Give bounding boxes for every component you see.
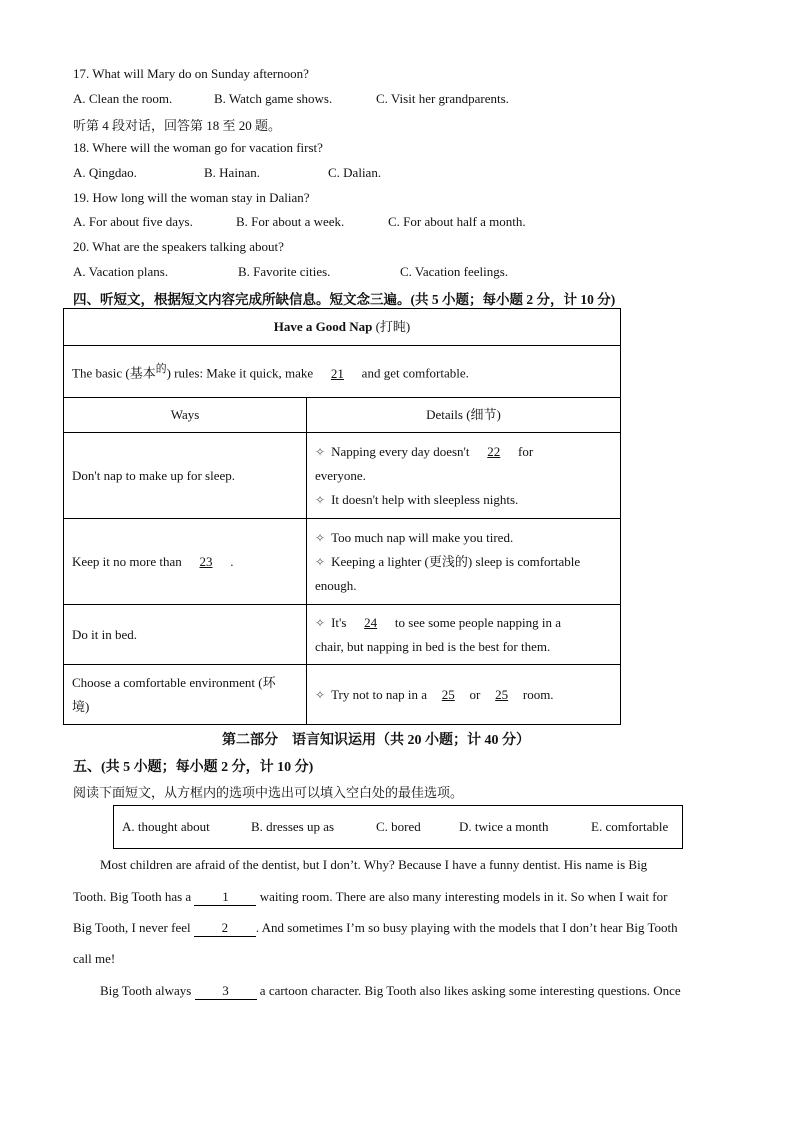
q19-option-a: A. For about five days.	[73, 214, 193, 229]
word-option-a: A. thought about	[122, 819, 210, 834]
details-cell-2	[307, 519, 621, 605]
col-ways-header: Ways	[64, 398, 307, 433]
blank-25b[interactable]: 25	[495, 686, 509, 702]
detail-text: chair, but napping in bed is the best for them.	[315, 638, 551, 654]
blank-3[interactable]: 3	[195, 983, 257, 1000]
details-cell-1	[307, 433, 621, 519]
section-instruction: 听第 4 段对话，回答第 18 至 20 题。	[73, 118, 282, 133]
detail-text: room.	[522, 686, 554, 702]
way-cell-3: Do it in bed.	[64, 605, 307, 665]
q19-option-c: C. For about half a month.	[388, 214, 526, 229]
basic-rules-sup: 的	[155, 363, 167, 376]
blank-24[interactable]: 24	[364, 614, 378, 630]
q18-option-c: C. Dalian.	[328, 165, 382, 180]
sparkle-icon: ✧	[315, 615, 326, 630]
section5-instruction: 阅读下面短文，从方框内的选项中选出可以填入空白处的最佳选项。	[73, 785, 464, 800]
passage-line	[73, 920, 725, 937]
blank-21[interactable]: 21	[330, 365, 344, 381]
blank-23[interactable]: 23	[199, 553, 213, 569]
passage-line: call me!	[73, 951, 116, 966]
detail-text: Try not to nap in a	[331, 686, 428, 702]
sparkle-icon: ✧	[315, 687, 326, 702]
passage-text: Big Tooth always	[100, 983, 192, 998]
word-option-c: C. bored	[376, 819, 421, 834]
detail-text: Napping every day doesn't	[331, 443, 470, 459]
detail-text: Keeping a lighter (更浅的) sleep is comfortable	[331, 553, 581, 569]
q20-option-c: C. Vacation feelings.	[400, 264, 509, 279]
blank-2[interactable]: 2	[194, 920, 256, 937]
q19-option-b: B. For about a week.	[236, 214, 345, 229]
passage-line	[73, 983, 752, 1000]
q17-option-b: B. Watch game shows.	[214, 91, 333, 106]
q18-option-a: A. Qingdao.	[73, 165, 137, 180]
q17-option-a: A. Clean the room.	[73, 91, 173, 106]
basic-rules-pre: The basic (基本	[72, 365, 156, 381]
q19-question: 19. How long will the woman stay in Dalian?	[73, 190, 310, 205]
detail-text: enough.	[315, 577, 357, 593]
passage-line	[73, 889, 725, 906]
q18-question: 18. Where will the woman go for vacation first?	[73, 140, 323, 155]
detail-text: It doesn't help with sleepless nights.	[331, 491, 519, 507]
table-title	[64, 309, 621, 346]
sparkle-icon: ✧	[315, 530, 326, 545]
part2-title: 第二部分 语言知识运用（共 20 小题；计 40 分）	[222, 733, 530, 748]
nap-table	[63, 308, 621, 725]
way-cell-2	[64, 519, 307, 605]
sparkle-icon: ✧	[315, 444, 326, 459]
word-bank-box	[113, 805, 683, 849]
way-text: 境)	[72, 698, 90, 714]
q20-option-a: A. Vacation plans.	[73, 264, 169, 279]
q18-option-b: B. Hainan.	[204, 165, 260, 180]
passage-text: Tooth. Big Tooth has a	[73, 889, 192, 904]
details-cell-4	[307, 665, 621, 725]
q20-question: 20. What are the speakers talking about?	[73, 239, 284, 254]
q20-option-b: B. Favorite cities.	[238, 264, 331, 279]
way-text: Choose a comfortable environment (环	[72, 674, 276, 690]
word-option-d: D. twice a month	[459, 819, 549, 834]
passage-line: Most children are afraid of the dentist, but I don’t. Why? Because I have a funny dentist. His name is Big	[100, 857, 648, 872]
details-cell-3	[307, 605, 621, 665]
blank-1[interactable]: 1	[194, 889, 256, 906]
sparkle-icon: ✧	[315, 492, 326, 507]
q17-option-c: C. Visit her grandparents.	[376, 91, 509, 106]
table-title-cn: (打盹)	[375, 319, 411, 334]
way-cell-1: Don't nap to make up for sleep.	[64, 433, 307, 519]
detail-text: to see some people napping in a	[394, 614, 561, 630]
way-text: Keep it no more than	[72, 553, 182, 569]
section5-title: 五、(共 5 小题；每小题 2 分，计 10 分)	[73, 760, 314, 775]
section4-title: 四、听短文，根据短文内容完成所缺信息。短文念三遍。(共 5 小题；每小题 2 分，计 10 分)	[73, 292, 616, 307]
basic-rules-post: ) rules: Make it quick, make	[166, 365, 314, 381]
detail-text: or	[469, 686, 481, 702]
q17-question: 17. What will Mary do on Sunday afternoon?	[73, 66, 309, 81]
table-title-en: Have a Good Nap	[273, 319, 373, 334]
basic-rules-end: and get comfortable.	[361, 365, 469, 381]
detail-text: everyone.	[315, 467, 366, 483]
way-text: .	[230, 553, 234, 569]
passage-text: Big Tooth, I never feel	[73, 920, 191, 935]
passage-text: a cartoon character. Big Tooth also likes asking some interesting questions. Once	[259, 983, 681, 998]
detail-text: It's	[331, 614, 347, 630]
blank-25a[interactable]: 25	[441, 686, 455, 702]
passage-text: waiting room. There are also many interesting models in it. So when I wait for	[259, 889, 668, 904]
col-details-header: Details (细节)	[307, 398, 621, 433]
basic-rules-row	[64, 346, 621, 398]
passage-text: . And sometimes I’m so busy playing with the models that I don’t hear Big Tooth	[255, 920, 678, 935]
word-option-e: E. comfortable	[591, 819, 669, 834]
way-cell-4	[64, 665, 307, 725]
detail-text: for	[518, 443, 534, 459]
blank-22[interactable]: 22	[487, 443, 501, 459]
sparkle-icon: ✧	[315, 554, 326, 569]
detail-text: Too much nap will make you tired.	[331, 529, 514, 545]
word-option-b: B. dresses up as	[251, 819, 335, 834]
